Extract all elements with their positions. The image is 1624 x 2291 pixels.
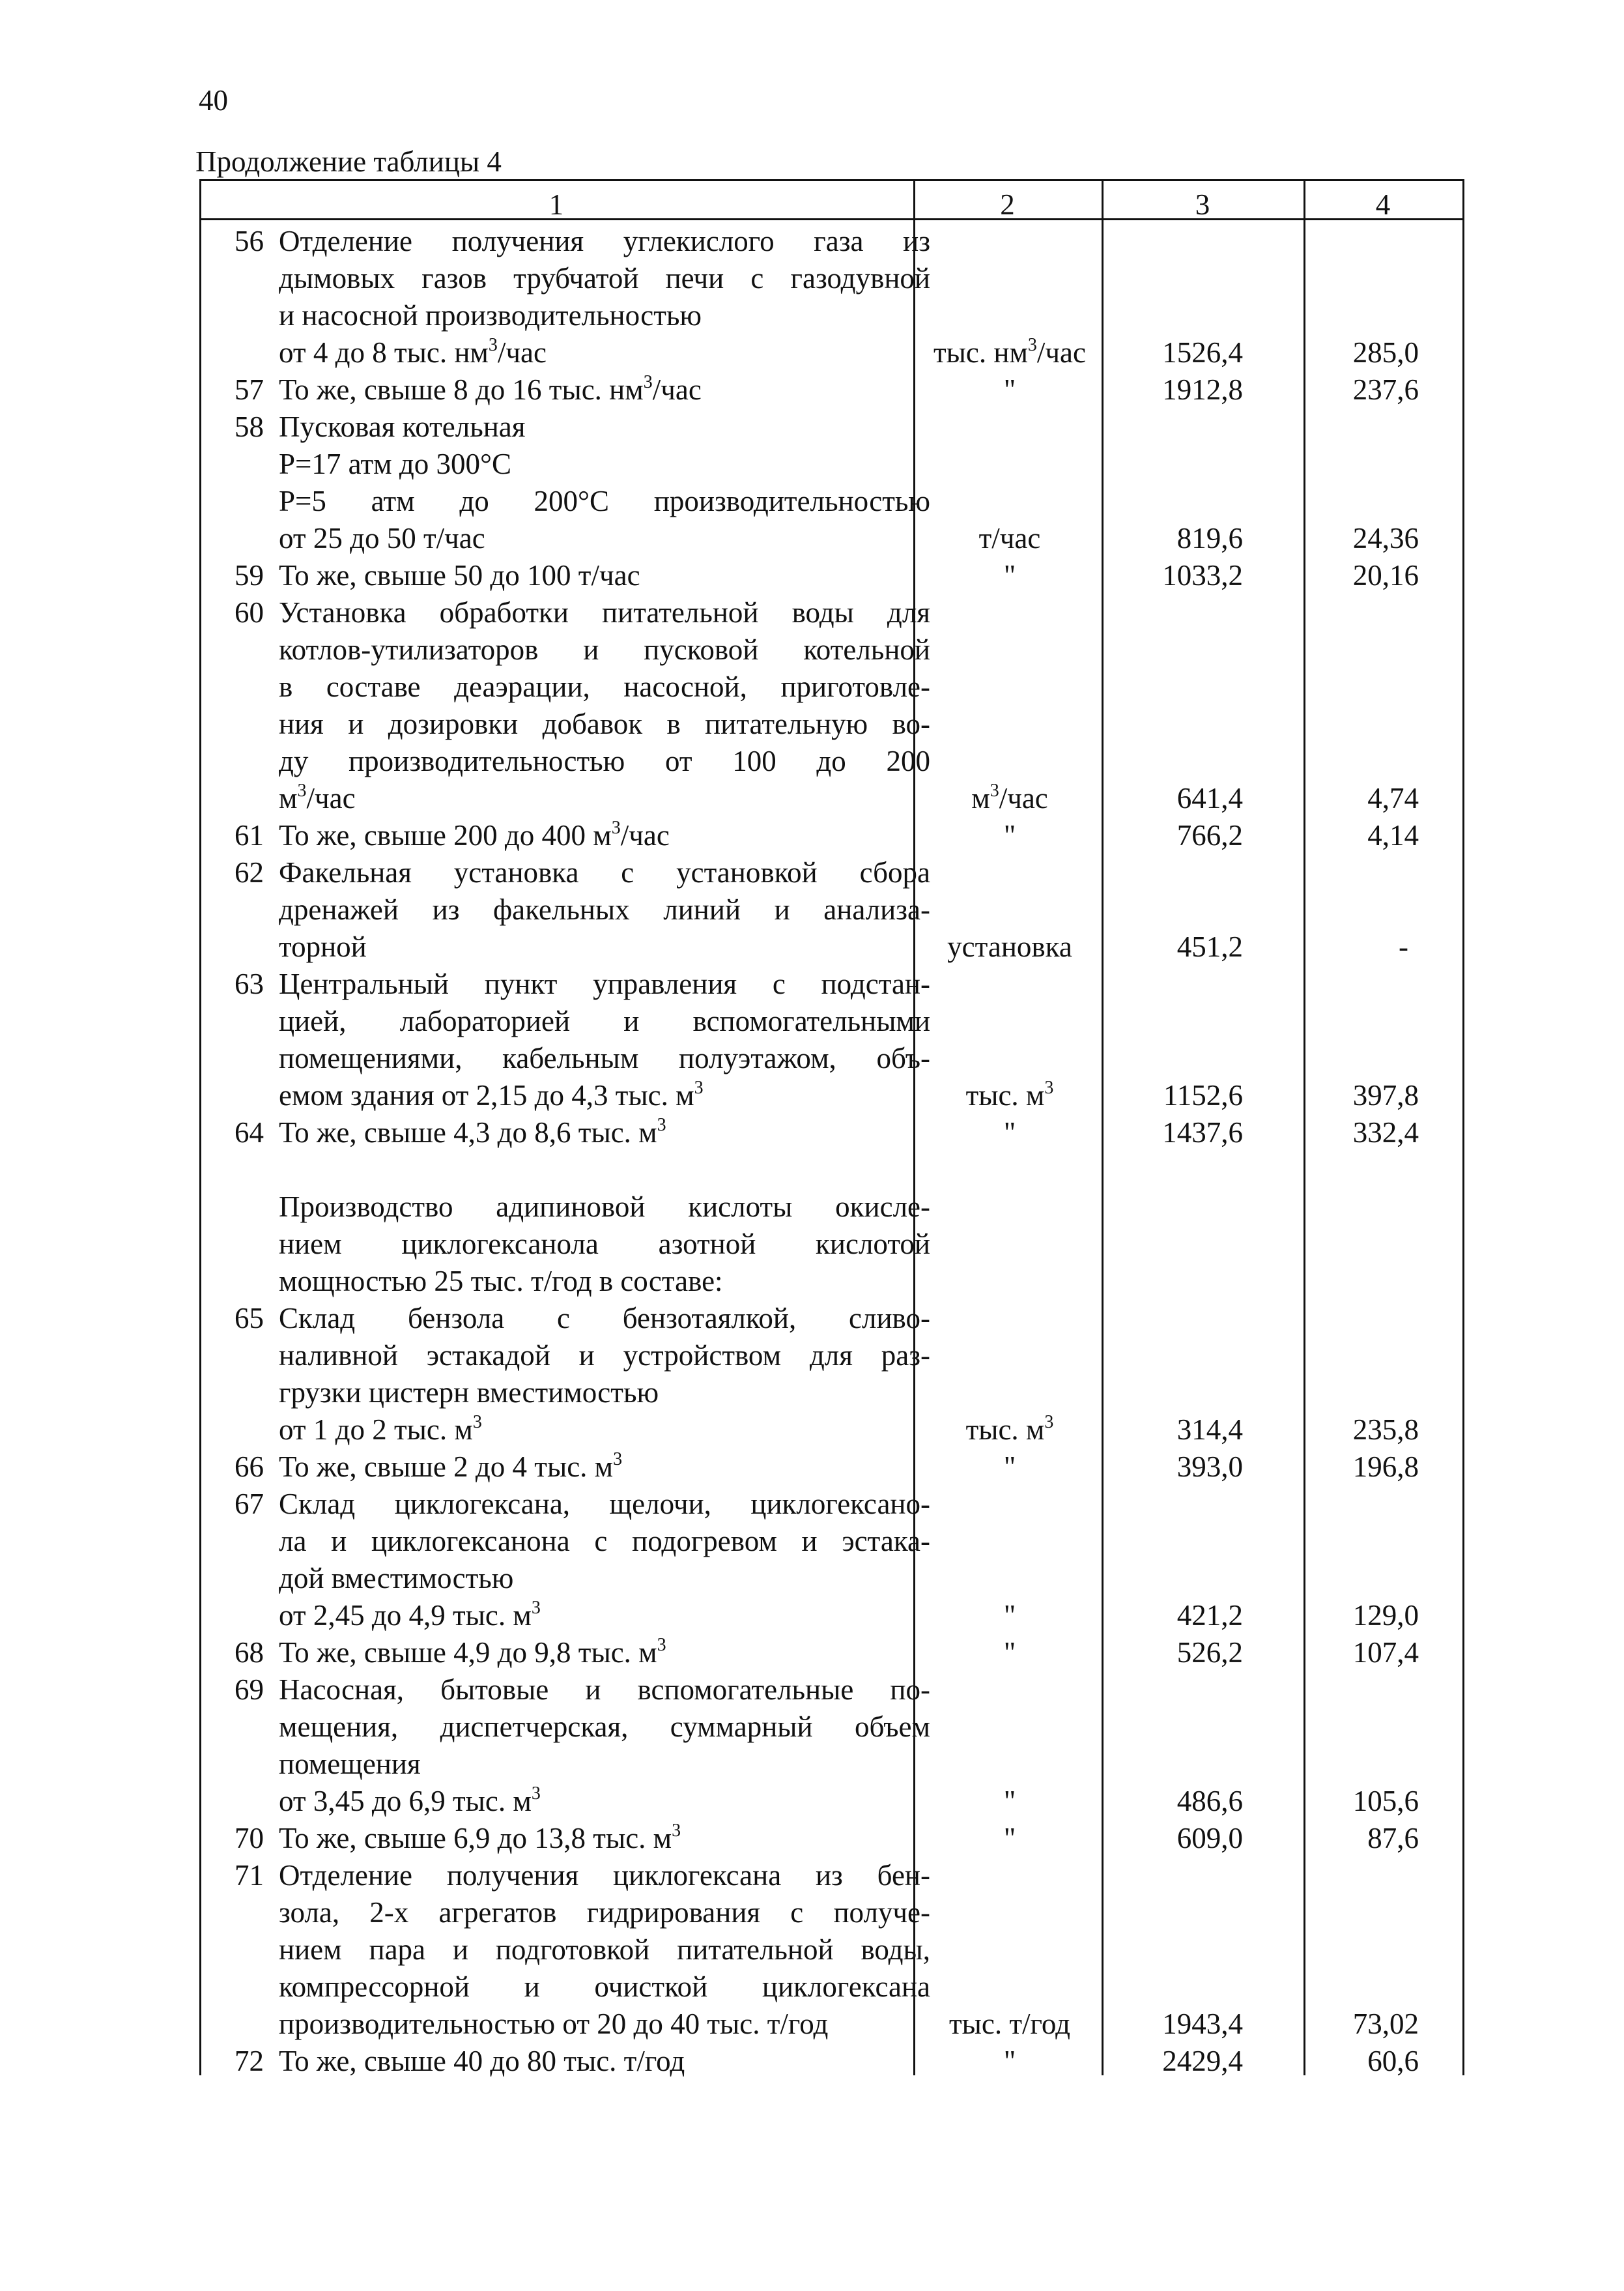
description-line: производительностью от 20 до 40 тыс. т/год [279,2008,829,2040]
row-value-col4: 332,4 [1352,1116,1419,1149]
description-line: Насосная, бытовые и вспомогательные по- [279,1673,930,1706]
description-line: Склад бензола с бензотаялкой, сливо- [279,1302,930,1334]
row-unit: " [1003,373,1016,406]
row-number: 60 [235,596,264,629]
row-value-col4: 4,74 [1367,782,1419,814]
description-line: Пусковая котельная [279,411,526,443]
description-line: нием циклогексанола азотной кислотой [279,1228,930,1260]
row-unit: " [1003,1116,1016,1149]
row-description [279,557,930,594]
description-line: То же, свыше 200 до 400 $м^3$/час [279,818,670,852]
column-header-1: 1 [548,188,564,221]
row-unit: установка [947,930,1072,963]
row-unit: " [1003,1450,1016,1483]
description-line: Отделение получения циклогексана из бен- [279,1859,930,1892]
description-line: наливной эстакадой и устройством для раз- [279,1339,930,1372]
row-unit: " [1003,819,1016,852]
row-number: 57 [235,373,264,406]
description-line: емом здания от 2,15 до 4,3 тыс. $м^3$ [279,1078,704,1112]
row-value-col3: 393,0 [1176,1450,1243,1483]
row-value-col4: 237,6 [1352,373,1419,406]
table-right-border [1462,179,1464,2075]
row-unit: " [1003,1636,1016,1669]
table-top-border [199,179,1464,181]
row-unit: тыс. $м^3$ [965,1078,1054,1112]
description-line: ла и циклогексанона с подогревом и эстака- [279,1525,930,1557]
description-line: нием пара и подготовкой питательной воды, [279,1933,930,1966]
description-line: торной [279,930,367,963]
description-line: То же, свыше 4,9 до 9,8 тыс. $м^3$ [279,1635,666,1669]
description-line: в составе деаэрации, насосной, приготовле- [279,670,930,703]
row-value-col4: 107,4 [1352,1636,1419,1669]
row-description [279,1634,930,1671]
description-line: Центральный пункт управления с подстан- [279,968,930,1000]
row-description [279,409,930,557]
row-value-col3: 766,2 [1176,819,1243,852]
description-line: Производство адипиновой кислоты окисле- [279,1190,930,1223]
row-value-col3: 314,4 [1176,1413,1243,1446]
description-line: То же, свыше 50 до 100 т/час [279,559,640,592]
row-value-col3: 1437,6 [1162,1116,1243,1149]
row-description [279,854,930,966]
row-value-col3: 1912,8 [1162,373,1243,406]
row-description [279,371,930,409]
row-value-col3: 2429,4 [1162,2045,1243,2077]
row-description [279,2043,930,2080]
description-line: котлов-утилизаторов и пусковой котельной [279,633,930,666]
row-description [279,223,930,371]
column-header-4: 4 [1375,188,1391,221]
row-number: 64 [235,1116,264,1149]
row-number: 63 [235,968,264,1000]
row-unit: " [1003,559,1016,592]
description-line: цией, лабораторией и вспомогательными [279,1005,930,1037]
row-unit: " [1003,2045,1016,2077]
row-value-col4: 196,8 [1352,1450,1419,1483]
description-line: P=5 атм до 200°C производительностью [279,485,930,517]
description-line: компрессорной и очисткой циклогексана [279,1970,930,2003]
row-description [279,1671,930,1820]
description-line: P=17 атм до 300°C [279,448,512,480]
description-line: от 25 до 50 т/час [279,522,485,555]
row-number: 68 [235,1636,264,1669]
row-value-col3: 421,2 [1176,1599,1243,1632]
description-line: мещения, диспетчерская, суммарный объем [279,1710,930,1743]
row-value-col4: 105,6 [1352,1785,1419,1817]
row-description [279,817,930,854]
row-value-col4: 4,14 [1367,819,1419,852]
description-line: зола, 2-х агрегатов гидрирования с получе- [279,1896,930,1929]
table-caption: Продолжение таблицы 4 [195,145,502,178]
row-number: 71 [235,1859,264,1892]
row-description [279,966,930,1114]
row-unit: тыс. $м^3$ [965,1412,1054,1446]
row-description [279,1189,930,1300]
description-line: Факельная установка с установкой сбора [279,856,930,889]
row-value-col4: 129,0 [1352,1599,1419,1632]
row-number: 67 [235,1488,264,1520]
row-value-col4: 73,02 [1352,2008,1419,2040]
row-value-col3: 451,2 [1176,930,1243,963]
row-value-col4: 397,8 [1352,1079,1419,1112]
row-description [279,1114,930,1151]
row-description [279,1300,930,1448]
row-value-col3: 526,2 [1176,1636,1243,1669]
row-number: 65 [235,1302,264,1334]
row-value-col3: 1526,4 [1162,336,1243,369]
row-number: 69 [235,1673,264,1706]
row-number: 66 [235,1450,264,1483]
row-number: 72 [235,2045,264,2077]
table-left-border [199,179,201,2075]
column-header-2: 2 [1000,188,1015,221]
row-value-col3: 641,4 [1176,782,1243,814]
row-unit: " [1003,1599,1016,1632]
row-value-col3: 609,0 [1176,1822,1243,1854]
row-value-col3: 486,6 [1176,1785,1243,1817]
row-value-col3: 1943,4 [1162,2008,1243,2040]
page-number: 40 [199,84,228,117]
row-unit: $м^3$/час [971,781,1048,814]
description-line: и насосной производительностью [279,299,702,332]
description-line: дой вместимостью [279,1562,514,1594]
row-description [279,1486,930,1634]
row-description [279,594,930,817]
row-value-col4: - [1399,930,1408,963]
description-line: То же, свыше 4,3 до 8,6 тыс. $м^3$ [279,1115,666,1149]
description-line: Отделение получения углекислого газа из [279,225,930,257]
row-value-col3: 1152,6 [1163,1079,1243,1112]
description-line: от 3,45 до 6,9 тыс. $м^3$ [279,1783,541,1817]
row-value-col3: 819,6 [1176,522,1243,555]
description-line: ния и дозировки добавок в питательную во- [279,708,930,740]
row-value-col3: 1033,2 [1162,559,1243,592]
description-line: $м^3$/час [279,781,356,814]
column-header-3: 3 [1195,188,1210,221]
row-value-col4: 24,36 [1352,522,1419,555]
description-line: помещения [279,1748,421,1780]
row-description [279,1857,930,2043]
description-line: То же, свыше 8 до 16 тыс. $нм^3$/час [279,372,702,406]
description-line: То же, свыше 40 до 80 тыс. т/год [279,2045,685,2077]
description-line: Склад циклогексана, щелочи, циклогексано- [279,1488,930,1520]
description-line: от 4 до 8 тыс. $нм^3$/час [279,335,547,369]
description-line: Установка обработки питательной воды для [279,596,930,629]
row-value-col4: 235,8 [1352,1413,1419,1446]
row-value-col4: 285,0 [1352,336,1419,369]
row-value-col4: 87,6 [1367,1822,1419,1854]
description-line: дымовых газов трубчатой печи с газодувной [279,262,930,295]
row-description [279,1820,930,1857]
description-line: помещениями, кабельным полуэтажом, объ- [279,1042,930,1074]
description-line: То же, свыше 6,9 до 13,8 тыс. $м^3$ [279,1821,681,1854]
row-unit: " [1003,1785,1016,1817]
row-number: 59 [235,559,264,592]
row-number: 61 [235,819,264,852]
description-line: от 2,45 до 4,9 тыс. $м^3$ [279,1598,541,1632]
row-value-col4: 20,16 [1352,559,1419,592]
row-number: 70 [235,1822,264,1854]
description-line: дренажей из факельных линий и анализа- [279,893,930,926]
row-number: 62 [235,856,264,889]
row-description [279,1448,930,1486]
row-unit: т/час [978,522,1041,555]
row-value-col4: 60,6 [1367,2045,1419,2077]
description-line: ду производительностью от 100 до 200 [279,745,930,777]
row-number: 58 [235,411,264,443]
row-unit: тыс. $нм^3$/час [933,335,1087,369]
description-line: от 1 до 2 тыс. $м^3$ [279,1412,482,1446]
row-unit: тыс. т/год [949,2008,1070,2040]
row-unit: " [1003,1822,1016,1854]
description-line: мощностью 25 тыс. т/год в составе: [279,1265,723,1297]
row-number: 56 [235,225,264,257]
description-line: То же, свыше 2 до 4 тыс. $м^3$ [279,1449,623,1483]
description-line: грузки цистерн вместимостью [279,1376,659,1409]
